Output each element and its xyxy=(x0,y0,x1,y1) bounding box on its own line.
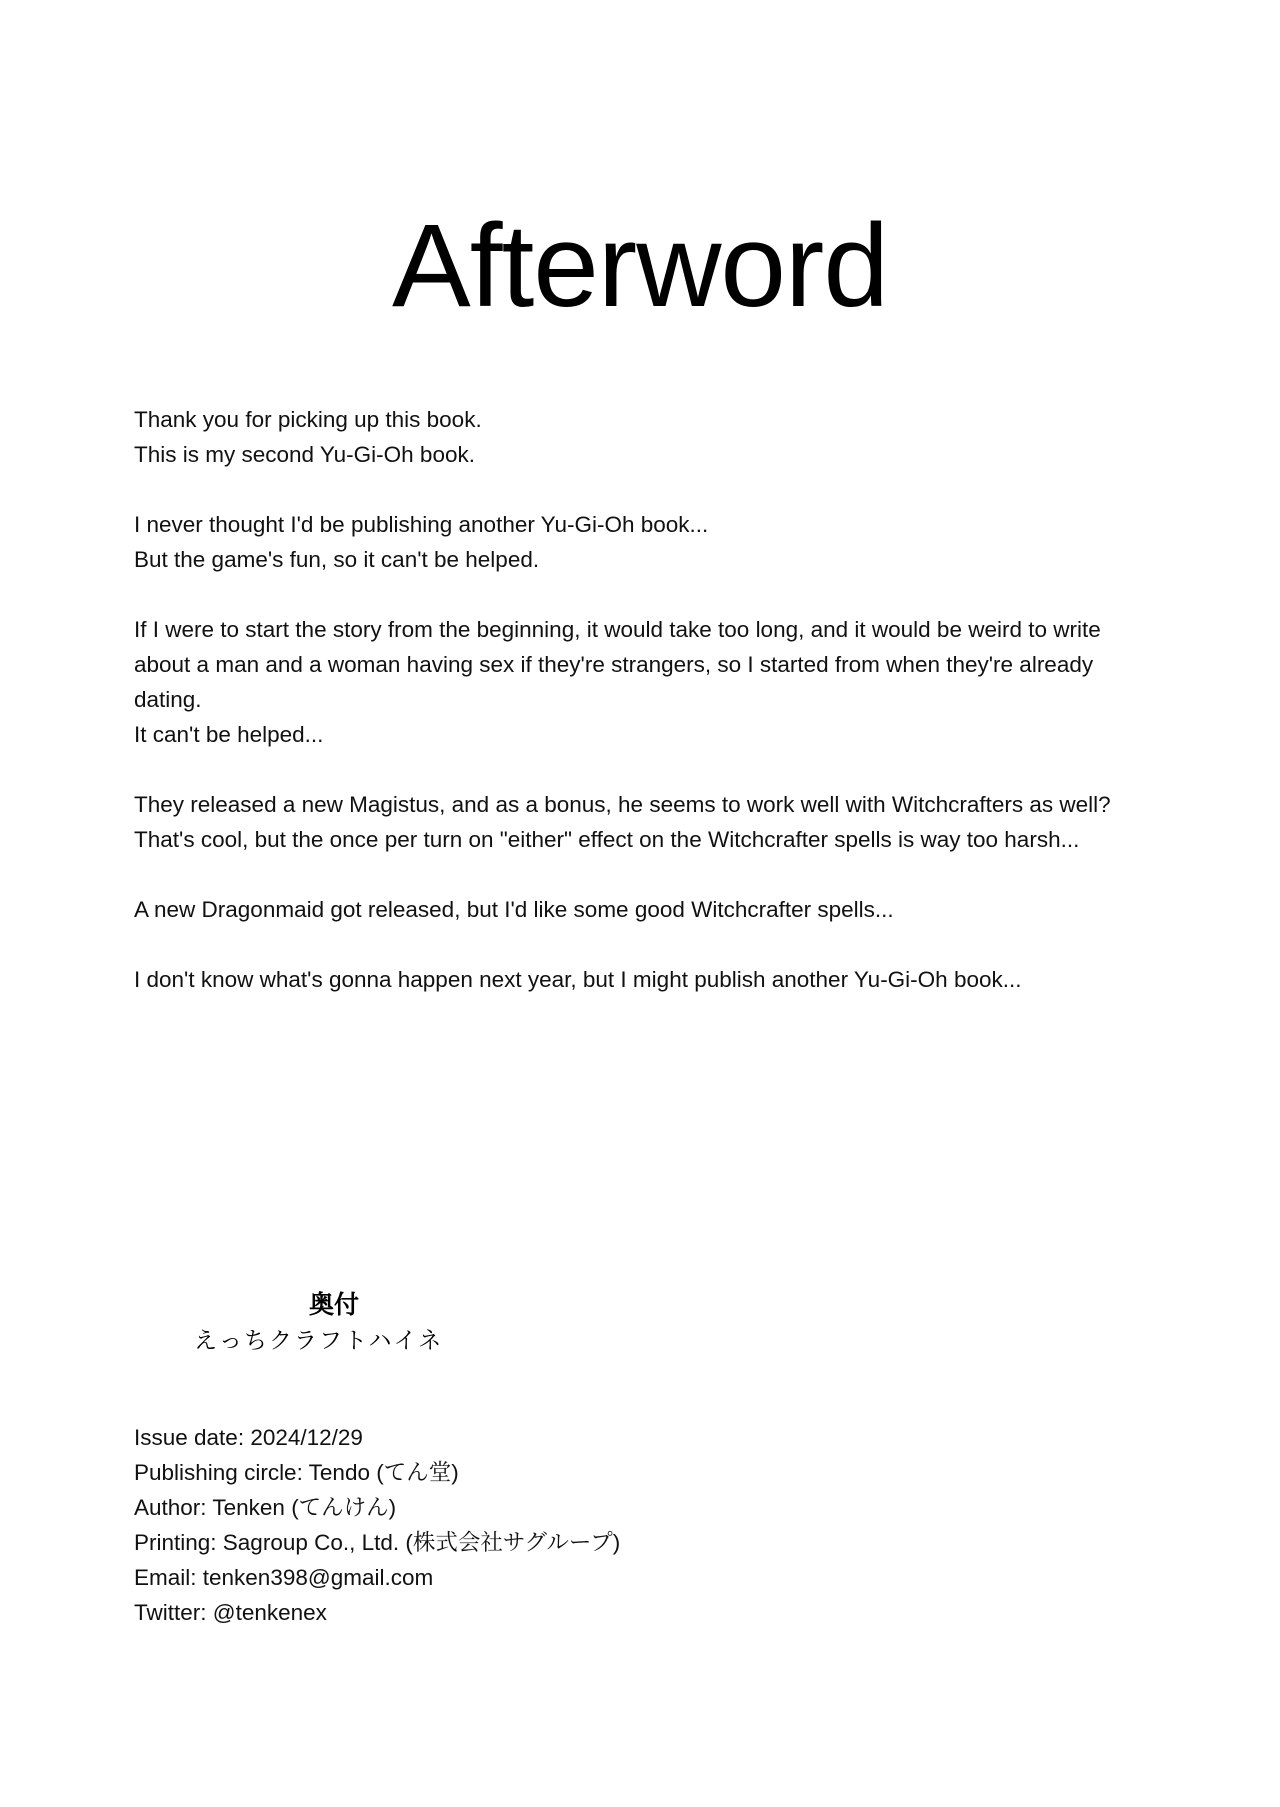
afterword-paragraph: I don't know what's gonna happen next year, but I might publish another Yu-Gi-Oh book... xyxy=(134,967,1022,992)
imprint-line-circle: Publishing circle: Tendo (てん堂) xyxy=(134,1460,459,1485)
imprint-line-issue-date: Issue date: 2024/12/29 xyxy=(134,1425,363,1450)
colophon-heading: 奥付 xyxy=(309,1291,360,1319)
imprint-details xyxy=(134,1420,1144,1630)
imprint-line-author: Author: Tenken (てんけん) xyxy=(134,1495,397,1520)
afterword-body xyxy=(134,402,1144,997)
afterword-paragraph: They released a new Magistus, and as a bonus, he seems to work well with Witchcrafters as well? That's cool, but the once per turn on "either" effect on the Witchcrafter spells is way too harsh... xyxy=(134,792,1111,852)
afterword-paragraph: Thank you for picking up this book. This is my second Yu-Gi-Oh book. xyxy=(134,407,482,467)
afterword-paragraph: I never thought I'd be publishing another Yu-Gi-Oh book... But the game's fun, so it can't be helped. xyxy=(134,512,709,572)
imprint-line-email: Email: tenken398@gmail.com xyxy=(134,1565,434,1590)
afterword-paragraph: If I were to start the story from the beginning, it would take too long, and it would be weird to write about a man and a woman having sex if they're strangers, so I started from when they're already dating. It can't be helped... xyxy=(134,617,1101,747)
colophon-header xyxy=(134,1290,1144,1356)
colophon-subheading: えっちクラフトハイネ xyxy=(194,1327,444,1353)
imprint-line-printing: Printing: Sagroup Co., Ltd. (株式会社サグループ) xyxy=(134,1530,621,1555)
afterword-paragraph: A new Dragonmaid got released, but I'd like some good Witchcrafter spells... xyxy=(134,897,894,922)
imprint-line-twitter: Twitter: @tenkenex xyxy=(134,1600,327,1625)
page-title: Afterword xyxy=(392,200,888,333)
